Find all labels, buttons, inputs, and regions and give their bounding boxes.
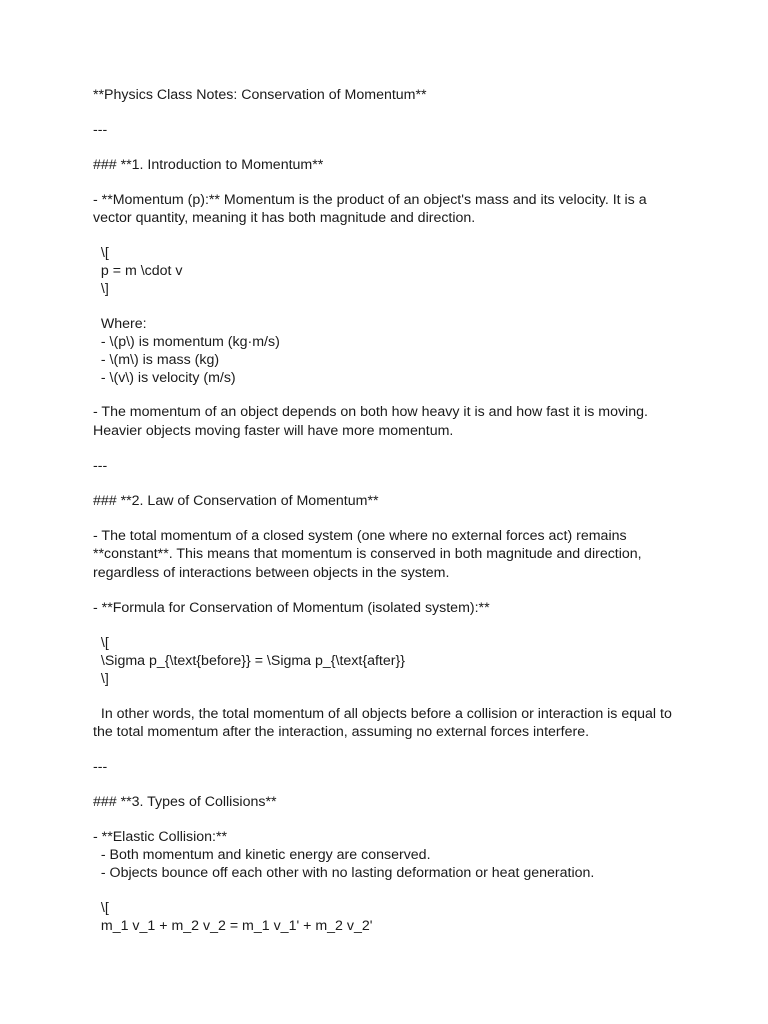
- bullet-text: - **Elastic Collision:**: [93, 829, 228, 845]
- formula-line: \[: [93, 900, 109, 916]
- formula-line: \]: [93, 281, 109, 297]
- bullet-text: **constant**. This means that momentum is conserved in both magnitude and direction,: [93, 546, 642, 562]
- sub-bullet-text: - Both momentum and kinetic energy are conserved.: [93, 847, 431, 863]
- section-heading: ### **3. Types of Collisions**: [93, 794, 277, 810]
- bullet-text: Heavier objects moving faster will have more momentum.: [93, 423, 454, 439]
- horizontal-rule: ---: [93, 458, 108, 474]
- bullet-text: vector quantity, meaning it has both magnitude and direction.: [93, 210, 476, 226]
- sub-bullet-text: - \(v\) is velocity (m/s): [93, 370, 236, 386]
- formula-line: \]: [93, 671, 109, 687]
- horizontal-rule: ---: [93, 122, 108, 138]
- paragraph-text: In other words, the total momentum of all objects before a collision or interaction is equal to: [93, 706, 672, 722]
- bullet-text: regardless of interactions between objects in the system.: [93, 565, 450, 581]
- sub-bullet-text: - Objects bounce off each other with no lasting deformation or heat generation.: [93, 865, 595, 881]
- bullet-text: - **Formula for Conservation of Momentum (isolated system):**: [93, 600, 490, 616]
- formula-line: \[: [93, 635, 109, 651]
- formula-line: m_1 v_1 + m_2 v_2 = m_1 v_1' + m_2 v_2': [93, 918, 373, 934]
- bullet-text: - The total momentum of a closed system (one where no external forces act) remains: [93, 528, 627, 544]
- section-heading: ### **2. Law of Conservation of Momentum**: [93, 493, 379, 509]
- formula-line: \Sigma p_{\text{before}} = \Sigma p_{\text{after}}: [93, 653, 405, 669]
- bullet-text: - The momentum of an object depends on both how heavy it is and how fast it is moving.: [93, 404, 648, 420]
- section-heading: ### **1. Introduction to Momentum**: [93, 157, 324, 173]
- document-title: **Physics Class Notes: Conservation of Momentum**: [93, 87, 427, 103]
- formula-line: \[: [93, 245, 109, 261]
- sub-bullet-text: - \(m\) is mass (kg): [93, 352, 220, 368]
- horizontal-rule: ---: [93, 759, 108, 775]
- paragraph-text: the total momentum after the interaction, assuming no external forces interfere.: [93, 724, 590, 740]
- bullet-text: - **Momentum (p):** Momentum is the product of an object's mass and its velocity. It is a: [93, 192, 647, 208]
- sub-bullet-text: - \(p\) is momentum (kg·m/s): [93, 334, 280, 350]
- where-label: Where:: [93, 316, 147, 332]
- formula-line: p = m \cdot v: [93, 263, 183, 279]
